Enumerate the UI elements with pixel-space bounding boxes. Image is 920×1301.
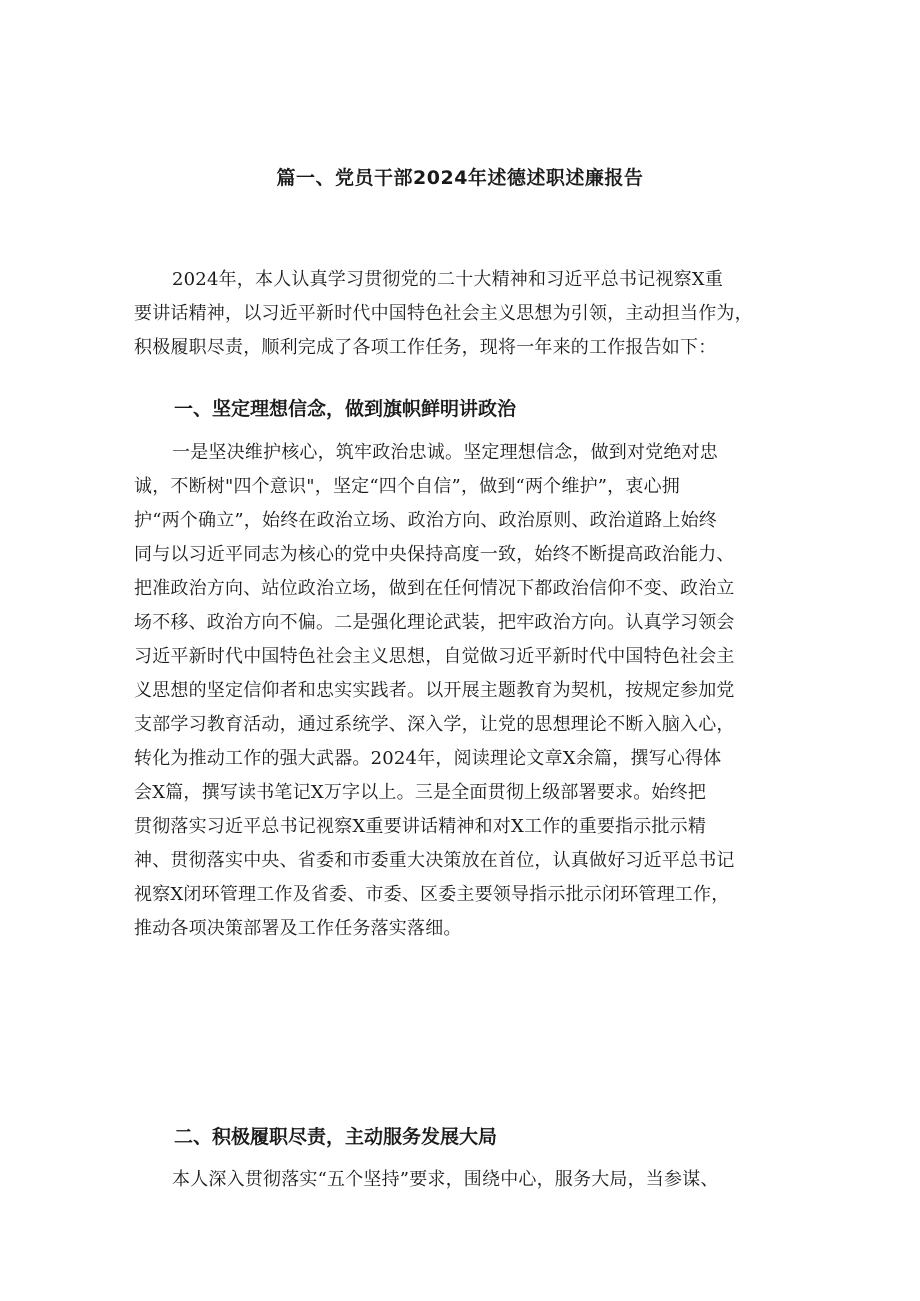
paragraph-line: 支部学习教育活动，通过系统学、深入学，让党的思想理论不断入脑入心， — [134, 714, 735, 735]
paragraph-line: 积极履职尽责，顺利完成了各项工作任务，现将一年来的工作报告如下： — [134, 337, 717, 358]
intro-paragraph — [134, 263, 798, 365]
document-title: 篇一、党员干部2024年述德述职述廉报告 — [276, 167, 644, 189]
paragraph-line: 转化为推动工作的强大武器。2024年，阅读理论文章X余篇，撰写心得体 — [134, 748, 722, 769]
paragraph-line: 同与以习近平同志为核心的党中央保持高度一致，始终不断提高政治能力、 — [134, 544, 735, 565]
paragraph-line: 义思想的坚定信仰者和忠实实践者。以开展主题教育为契机，按规定参加党 — [134, 680, 735, 701]
paragraph-line: 要讲话精神，以习近平新时代中国特色社会主义思想为引领，主动担当作为， — [134, 303, 753, 324]
paragraph-line: 视察X闭环管理工作及省委、市委、区委主要领导指示批示闭环管理工作， — [134, 884, 730, 905]
section-1-paragraph — [134, 436, 798, 946]
paragraph-line: 推动各项决策部署及工作任务落实落细。 — [134, 918, 462, 939]
paragraph-line: 本人深入贯彻落实“五个坚持”要求，围绕中心，服务大局，当参谋、 — [172, 1169, 719, 1190]
paragraph-line: 会X篇，撰写读书笔记X万字以上。三是全面贯彻上级部署要求。始终把 — [134, 782, 707, 803]
paragraph-line: 习近平新时代中国特色社会主义思想，自觉做习近平新时代中国特色社会主 — [134, 646, 735, 667]
paragraph-line: 把准政治方向、站位政治立场，做到在任何情况下都政治信仰不变、政治立 — [134, 578, 735, 599]
section-heading-2: 二、积极履职尽责，主动服务发展大局 — [174, 1126, 498, 1148]
section-heading-1: 一、坚定理想信念，做到旗帜鲜明讲政治 — [174, 398, 517, 420]
section-2-paragraph — [134, 1163, 798, 1197]
paragraph-line: 贯彻落实习近平总书记视察X重要讲话精神和对X工作的重要指示批示精 — [134, 816, 707, 837]
paragraph-line: 2024年，本人认真学习贯彻党的二十大精神和习近平总书记视察X重 — [172, 269, 724, 290]
paragraph-line: 神、贯彻落实中央、省委和市委重大决策放在首位，认真做好习近平总书记 — [134, 850, 735, 871]
paragraph-line: 护“两个确立”，始终在政治立场、政治方向、政治原则、政治道路上始终 — [134, 510, 718, 531]
paragraph-line: 诚，不断树"四个意识"，坚定“四个自信”，做到“两个维护”，衷心拥 — [134, 476, 680, 497]
paragraph-line: 一是坚决维护核心，筑牢政治忠诚。坚定理想信念，做到对党绝对忠 — [172, 442, 718, 463]
paragraph-line: 场不移、政治方向不偏。二是强化理论武装，把牢政治方向。认真学习领会 — [134, 612, 735, 633]
